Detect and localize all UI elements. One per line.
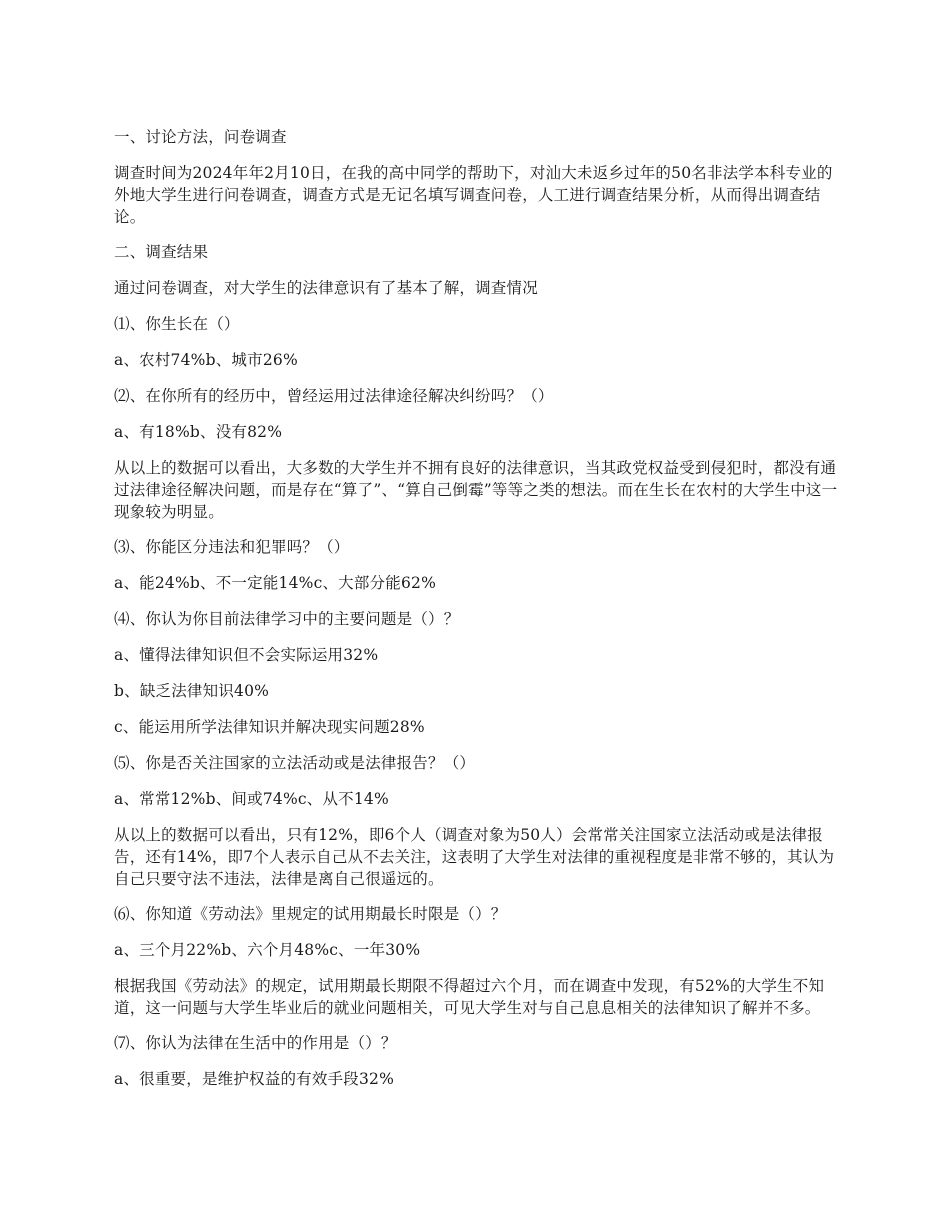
question-2: ⑵、在你所有的经历中，曾经运用过法律途径解决纠纷吗？（） bbox=[114, 387, 554, 405]
paragraph-analysis-1: 从以上的数据可以看出，大多数的大学生并不拥有良好的法律意识，当其政党权益受到侵犯时，都没有通过法律途径解决问题，而是存在“算了”、“算自己倒霉”等等之类的想法。而在生长在农村的大学生中这一现象较为明显。 bbox=[114, 459, 838, 521]
paragraph-analysis-3: 根据我国《劳动法》的规定，试用期最长期限不得超过六个月，而在调查中发现，有52%的大学生不知道，这一问题与大学生毕业后的就业问题相关，可见大学生对与自己息息相关的法律知识了解并不多。 bbox=[114, 977, 825, 1017]
section-heading-results: 二、调查结果 bbox=[114, 243, 209, 261]
answer-4a: a、懂得法律知识但不会实际运用32% bbox=[114, 646, 379, 664]
question-1: ⑴、你生长在（） bbox=[114, 315, 240, 333]
section-heading-method: 一、讨论方法，问卷调查 bbox=[114, 128, 287, 146]
question-6: ⑹、你知道《劳动法》里规定的试用期最长时限是（）？ bbox=[114, 905, 507, 923]
answer-5: a、常常12%b、间或74%c、从不14% bbox=[114, 790, 389, 808]
answer-2: a、有18%b、没有82% bbox=[114, 423, 283, 441]
answer-4c: c、能运用所学法律知识并解决现实问题28% bbox=[114, 718, 425, 736]
answer-4b: b、缺乏法律知识40% bbox=[114, 682, 270, 700]
answer-1: a、农村74%b、城市26% bbox=[114, 351, 298, 369]
answer-7a: a、很重要，是维护权益的有效手段32% bbox=[114, 1070, 394, 1088]
question-4: ⑷、你认为你目前法律学习中的主要问题是（）？ bbox=[114, 610, 460, 628]
question-5: ⑸、你是否关注国家的立法活动或是法律报告？（） bbox=[114, 754, 476, 772]
answer-6: a、三个月22%b、六个月48%c、一年30% bbox=[114, 941, 421, 959]
question-3: ⑶、你能区分违法和犯罪吗？（） bbox=[114, 538, 350, 556]
paragraph-analysis-2: 从以上的数据可以看出，只有12%，即6个人（调查对象为50人）会常常关注国家立法活动或是法律报告，还有14%，即7个人表示自己从不去关注，这表明了大学生对法律的重视程度是非常不够的，其认为自己只要守法不违法，法律是离自己很遥远的。 bbox=[114, 826, 835, 888]
paragraph-results-intro: 通过问卷调查，对大学生的法律意识有了基本了解，调查情况 bbox=[114, 279, 538, 297]
paragraph-survey-intro: 调查时间为2024年年2月10日，在我的高中同学的帮助下，对汕大未返乡过年的50名非法学本科专业的外地大学生进行问卷调查，调查方式是无记名填写调查问卷，人工进行调查结果分析，从而得出调查结论。 bbox=[114, 164, 833, 226]
question-7: ⑺、你认为法律在生活中的作用是（）？ bbox=[114, 1034, 397, 1052]
answer-3: a、能24%b、不一定能14%c、大部分能62% bbox=[114, 574, 436, 592]
